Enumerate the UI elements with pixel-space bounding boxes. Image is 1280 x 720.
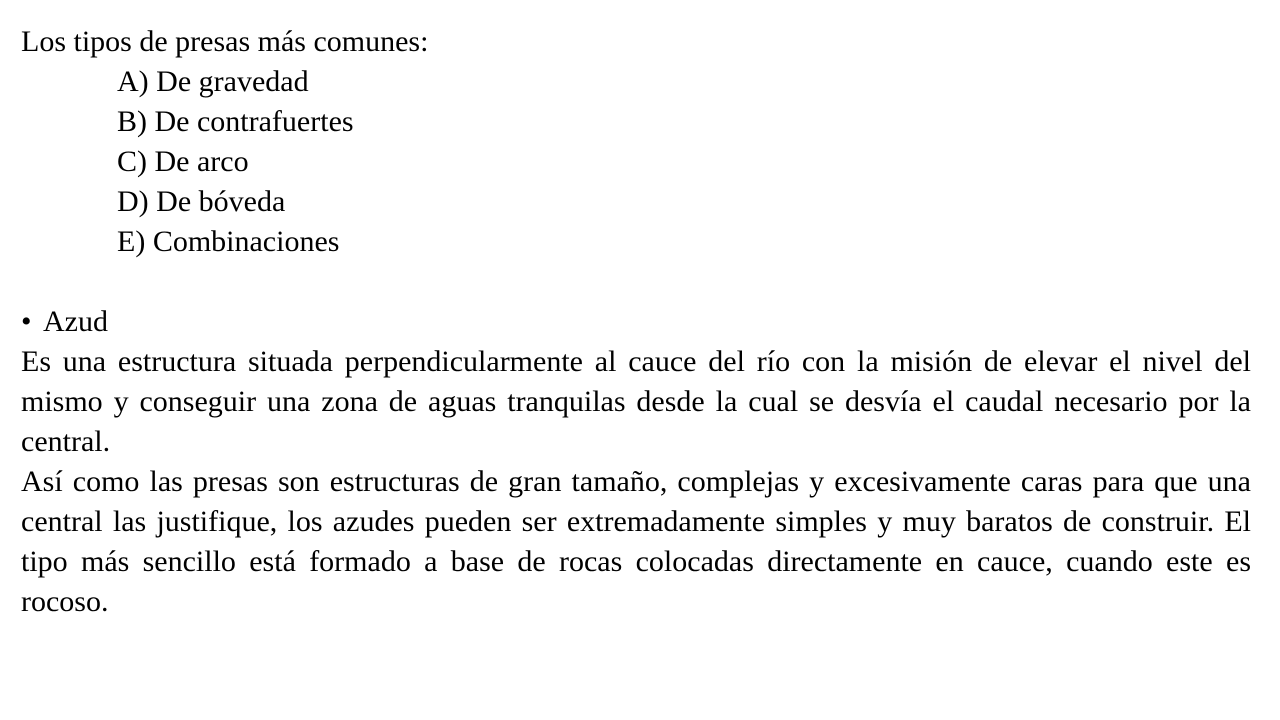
slide-content bbox=[21, 22, 1251, 622]
list-item: C) De arco bbox=[117, 145, 249, 178]
list-item: D) De bóveda bbox=[117, 185, 286, 218]
section-heading: Los tipos de presas más comunes: bbox=[21, 25, 429, 58]
list-item: A) De gravedad bbox=[117, 65, 309, 98]
azud-title: Azud bbox=[43, 305, 108, 338]
dam-types-list bbox=[21, 62, 1251, 262]
list-item: B) De contrafuertes bbox=[117, 105, 354, 138]
azud-heading bbox=[21, 302, 1251, 342]
bullet-icon: • bbox=[21, 305, 32, 338]
azud-paragraph-definition: Es una estructura situada perpendicularmente al cauce del río con la misión de elevar el nivel del mismo y conseguir una zona de aguas tranquilas desde la cual se desvía el caudal necesario por la central. bbox=[21, 345, 1251, 458]
list-item: E) Combinaciones bbox=[117, 225, 340, 258]
azud-paragraph-comparison: Así como las presas son estructuras de gran tamaño, complejas y excesivamente caras para que una central las justifique, los azudes pueden ser extremadamente simples y muy baratos de construir. El tipo más sencillo está formado a base de rocas colocadas directamente en cauce, cuando este es rocoso. bbox=[21, 465, 1251, 618]
